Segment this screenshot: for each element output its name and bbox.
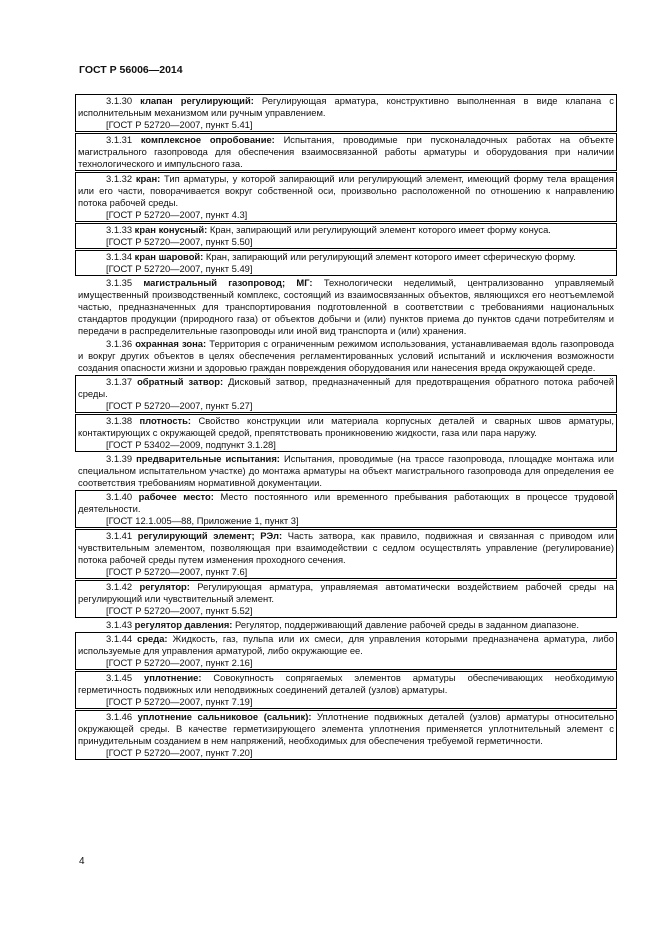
term-definition: Регулятор, поддерживающий давление рабочей среды в заданном диапазоне. bbox=[232, 619, 579, 630]
definitions-list bbox=[75, 94, 617, 761]
definition-text bbox=[78, 619, 614, 631]
definition-entry bbox=[75, 490, 617, 528]
term-name: магистральный газопровод; МГ: bbox=[143, 277, 313, 288]
term-number: 3.1.46 bbox=[106, 711, 138, 722]
term-definition: Испытания, проводимые (на трассе газопровода, площадке монтажа или специальном испытательном участке) до монтажа арматуры на объект магистрального газопровода для определения ее соответствия требованиям нормативной документации. bbox=[78, 453, 614, 488]
term-number: 3.1.31 bbox=[106, 134, 141, 145]
term-reference: [ГОСТ Р 52720—2007, пункт 2.16] bbox=[106, 657, 253, 668]
term-definition: Часть затвора, как правило, подвижная и связанная с приводом или чувствительным элементом, позволяющая при взаимодействии с седлом осуществлять управление (регулирование) потока рабочей среды путем изменения проходного сечения. bbox=[78, 530, 615, 565]
term-name: уплотнение: bbox=[144, 672, 202, 683]
term-reference: [ГОСТ Р 52720—2007, пункт 7.20] bbox=[106, 747, 253, 758]
term-definition: Уплотнение подвижных деталей (узлов) арматуры относительно окружающей среды. В качестве герметизирующего элемента уплотнения применяется уплотнительный элемент с принудительным созданием в нем напряжений, необходимых для обеспечения требуемой герметичности. bbox=[78, 711, 614, 746]
term-reference: [ГОСТ Р 52720—2007, пункт 5.41] bbox=[106, 119, 253, 130]
definition-entry bbox=[75, 632, 617, 670]
definition-entry bbox=[75, 277, 617, 337]
definition-entry bbox=[75, 94, 617, 132]
term-definition: Испытания, проводимые при пусконаладочных работах на объекте магистрального газопровода для обеспечения взаимосвязанной работы арматуры и оборудования при наличии технологического и импульсного газа. bbox=[78, 134, 615, 169]
term-definition: Жидкость, газ, пульпа или их смеси, для управления которыми предназначена арматура, либо используемые для управления арматурой, либо окружающие ее. bbox=[78, 633, 615, 656]
term-number: 3.1.35 bbox=[106, 277, 144, 288]
term-number: 3.1.34 bbox=[106, 251, 135, 262]
definition-entry bbox=[75, 710, 617, 760]
term-name: клапан регулирующий: bbox=[140, 95, 254, 106]
term-definition: Тип арматуры, у которой запирающий или регулирующий элемент, имеющий форму тела вращения или его части, поворачивается вокруг собственной оси, произвольно расположенной по отношению к направлению потока рабочей среды. bbox=[78, 173, 614, 208]
definition-text bbox=[78, 95, 614, 119]
term-reference: [ГОСТ 12.1.005—88, Приложение 1, пункт 3] bbox=[106, 515, 299, 526]
definition-text bbox=[78, 338, 614, 374]
term-definition: Кран, запирающий или регулирующий элемент которого имеет форму конуса. bbox=[207, 224, 551, 235]
definition-entry bbox=[75, 338, 617, 374]
definition-text bbox=[78, 251, 614, 263]
definition-text bbox=[78, 453, 614, 489]
definition-text bbox=[78, 415, 614, 439]
term-number: 3.1.33 bbox=[106, 224, 135, 235]
term-number: 3.1.40 bbox=[106, 491, 139, 502]
term-name: обратный затвор: bbox=[137, 376, 224, 387]
term-name: регулятор: bbox=[139, 581, 190, 592]
term-number: 3.1.32 bbox=[106, 173, 136, 184]
term-name: рабочее место: bbox=[138, 491, 214, 502]
definition-entry bbox=[75, 250, 617, 276]
term-definition: Совокупность сопрягаемых элементов арматуры обеспечивающих необходимую герметичность подвижных или неподвижных соединений деталей (узлов) арматуры. bbox=[78, 672, 614, 695]
term-definition: Место постоянного или временного пребывания работающих в процессе трудовой деятельности. bbox=[78, 491, 614, 514]
term-name: среда: bbox=[137, 633, 168, 644]
definition-entry bbox=[75, 223, 617, 249]
term-reference: [ГОСТ Р 52720—2007, пункт 7.6] bbox=[106, 566, 248, 577]
definition-text bbox=[78, 134, 614, 170]
term-number: 3.1.39 bbox=[106, 453, 137, 464]
definition-text bbox=[78, 277, 614, 337]
definition-entry bbox=[75, 133, 617, 171]
term-definition: Свойство конструкции или материала корпусных деталей и сварных швов арматуры, контактирующих с окружающей средой, препятствовать проникновению жидкости, газа или пара наружу. bbox=[78, 415, 615, 438]
term-number: 3.1.43 bbox=[106, 619, 135, 630]
definition-text bbox=[78, 633, 614, 657]
term-number: 3.1.45 bbox=[106, 672, 145, 683]
definition-entry bbox=[75, 375, 617, 413]
definition-entry bbox=[75, 172, 617, 222]
term-name: охранная зона: bbox=[135, 338, 207, 349]
term-name: регулирующий элемент; РЭл: bbox=[137, 530, 283, 541]
term-reference: [ГОСТ Р 52720—2007, пункт 4.3] bbox=[106, 209, 248, 220]
term-definition: Кран, запирающий или регулирующий элемент которого имеет сферическую форму. bbox=[203, 251, 576, 262]
term-name: уплотнение сальниковое (сальник): bbox=[137, 711, 312, 722]
term-name: плотность: bbox=[139, 415, 192, 426]
term-name: регулятор давления: bbox=[134, 619, 233, 630]
definition-text bbox=[78, 491, 614, 515]
term-reference: [ГОСТ Р 52720—2007, пункт 5.27] bbox=[106, 400, 253, 411]
term-name: предварительные испытания: bbox=[136, 453, 280, 464]
term-number: 3.1.42 bbox=[106, 581, 140, 592]
definition-text bbox=[78, 581, 614, 605]
term-name: кран конусный: bbox=[134, 224, 208, 235]
term-name: кран шаровой: bbox=[134, 251, 204, 262]
term-number: 3.1.38 bbox=[106, 415, 140, 426]
term-definition: Регулирующая арматура, управляемая автоматически воздействием рабочей среды на регулирующий или чувствительный элемент. bbox=[78, 581, 615, 604]
definition-text bbox=[78, 530, 614, 566]
term-definition: Дисковый затвор, предназначенный для предотвращения обратного потока рабочей среды. bbox=[78, 376, 614, 399]
term-number: 3.1.44 bbox=[106, 633, 138, 644]
term-definition: Технологически неделимый, централизованно управляемый имущественный производственный комплекс, состоящий из взаимосвязанных объектов, являющихся его неотъемлемой частью, предназначенных для транспортирования подготовленной в соответствии с требованиями национальных стандартов продукции (природного газа) от объектов добычи и (или) пунктов приема до пунктов сдачи потребителям и передачи в распределительные газопроводы или иной вид транспорта и (или) хранения. bbox=[78, 277, 614, 336]
definition-text bbox=[78, 173, 614, 209]
term-name: кран: bbox=[135, 173, 161, 184]
term-number: 3.1.37 bbox=[106, 376, 138, 387]
term-definition: Территория с ограниченным режимом использования, устанавливаемая вдоль газопровода и вокруг других объектов в целях обеспечения регламентированных условий испытаний и исключения возможности создания опасности жизни и здоровью граждан повреждения оборудования или нанесения вреда окружающей среде. bbox=[78, 338, 614, 373]
term-number: 3.1.30 bbox=[106, 95, 141, 106]
term-reference: [ГОСТ Р 52720—2007, пункт 5.52] bbox=[106, 605, 253, 616]
definition-entry bbox=[75, 529, 617, 579]
definition-text bbox=[78, 672, 614, 696]
term-definition: Регулирующая арматура, конструктивно выполненная в виде клапана с исполнительным механизмом или ручным управлением. bbox=[78, 95, 614, 118]
term-number: 3.1.41 bbox=[106, 530, 138, 541]
term-reference: [ГОСТ Р 52720—2007, пункт 5.50] bbox=[106, 236, 253, 247]
definition-entry bbox=[75, 619, 617, 631]
definition-text bbox=[78, 376, 614, 400]
document-header: ГОСТ Р 56006—2014 bbox=[79, 64, 183, 76]
definition-text bbox=[78, 224, 614, 236]
definition-entry bbox=[75, 580, 617, 618]
page-number: 4 bbox=[79, 856, 85, 867]
term-reference: [ГОСТ Р 53402—2009, подпункт 3.1.28] bbox=[106, 439, 276, 450]
definition-entry bbox=[75, 414, 617, 452]
term-reference: [ГОСТ Р 52720—2007, пункт 5.49] bbox=[106, 263, 253, 274]
term-name: комплексное опробование: bbox=[140, 134, 275, 145]
definition-text bbox=[78, 711, 614, 747]
definition-entry bbox=[75, 671, 617, 709]
definition-entry bbox=[75, 453, 617, 489]
term-reference: [ГОСТ Р 52720—2007, пункт 7.19] bbox=[106, 696, 253, 707]
term-number: 3.1.36 bbox=[106, 338, 136, 349]
